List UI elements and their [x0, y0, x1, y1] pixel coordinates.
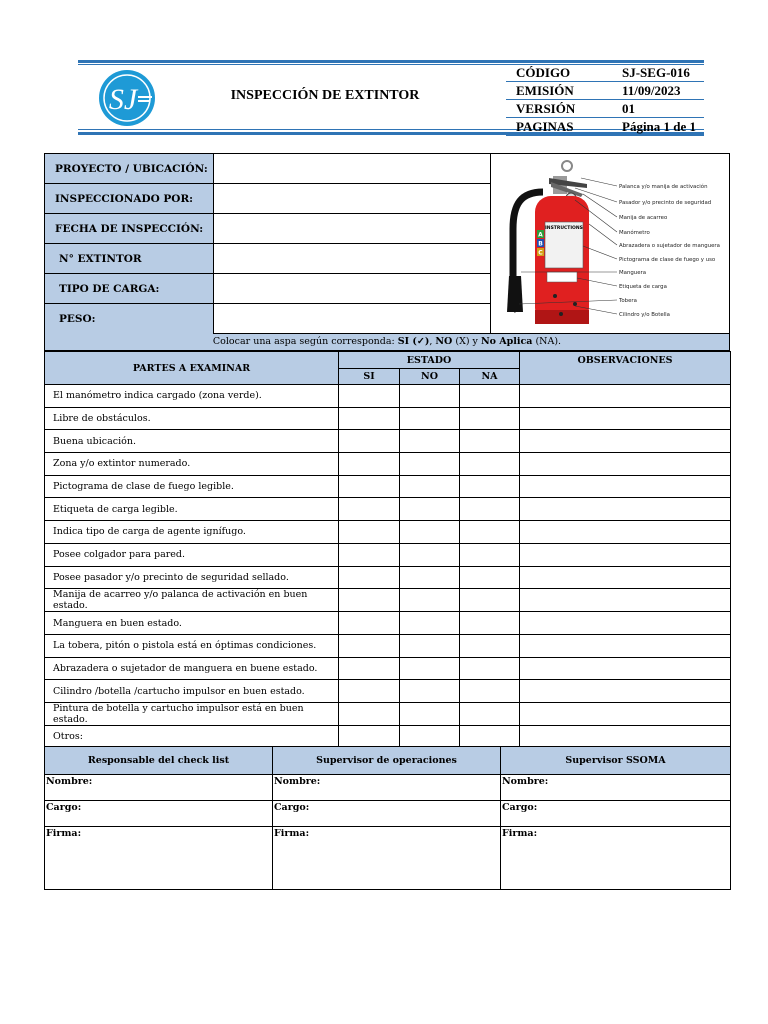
meta-row-codigo	[506, 64, 704, 82]
na-cell[interactable]	[460, 566, 520, 589]
sig-nombre-field[interactable]: Nombre:	[501, 775, 731, 801]
si-cell[interactable]	[339, 657, 400, 680]
no-cell[interactable]	[400, 634, 460, 657]
col-header-estado: ESTADO	[339, 352, 520, 369]
si-cell[interactable]	[339, 453, 400, 476]
instruction-na: No Aplica	[480, 336, 533, 347]
no-cell[interactable]	[400, 657, 460, 680]
checklist-row	[45, 657, 731, 680]
sig-cargo-field[interactable]: Cargo:	[273, 801, 501, 827]
observation-cell[interactable]	[520, 589, 731, 612]
checklist-item-label: Manija de acarreo y/o palanca de activación en buen estado.	[45, 589, 339, 612]
meta-key: CÓDIGO	[516, 64, 571, 80]
field-inspeccionado[interactable]	[214, 184, 491, 214]
observation-cell[interactable]	[520, 657, 731, 680]
checklist-item-label: Indica tipo de carga de agente ignífugo.	[45, 521, 339, 544]
no-cell[interactable]	[400, 589, 460, 612]
callout-label: Manguera	[619, 270, 647, 276]
checklist-row	[45, 702, 731, 725]
document-meta-block	[506, 64, 704, 136]
instruction-si: SI (✓)	[397, 336, 430, 347]
na-cell[interactable]	[460, 521, 520, 544]
inspection-checklist-table	[44, 351, 731, 749]
si-cell[interactable]	[339, 407, 400, 430]
checklist-item-label: Manguera en buen estado.	[45, 612, 339, 635]
checklist-item-label: Pictograma de clase de fuego legible.	[45, 475, 339, 498]
checklist-row	[45, 566, 731, 589]
checklist-row	[45, 680, 731, 703]
na-cell[interactable]	[460, 702, 520, 725]
svg-text:B: B	[538, 240, 543, 248]
no-cell[interactable]	[400, 475, 460, 498]
field-tipo-carga[interactable]	[214, 274, 491, 304]
field-fecha[interactable]	[214, 214, 491, 244]
instruction-prefix: Colocar una aspa según corresponda:	[212, 336, 398, 347]
sig-header-responsable: Responsable del check list	[45, 747, 273, 775]
header-top-rule	[78, 60, 704, 63]
label-proyecto: PROYECTO / UBICACIÓN:	[45, 154, 214, 184]
na-cell[interactable]	[460, 657, 520, 680]
label-peso: PESO:	[45, 304, 214, 334]
observation-cell[interactable]	[520, 725, 731, 748]
meta-value: 01	[622, 100, 635, 116]
label-inspeccionado: INSPECCIONADO POR:	[45, 184, 214, 214]
no-cell[interactable]	[400, 543, 460, 566]
checklist-item-label: Posee pasador y/o precinto de seguridad sellado.	[45, 566, 339, 589]
meta-row-version	[506, 100, 704, 118]
checklist-item-label: El manómetro indica cargado (zona verde).	[45, 385, 339, 408]
na-cell[interactable]	[460, 725, 520, 748]
checklist-row	[45, 634, 731, 657]
instruction-no: NO	[435, 336, 453, 347]
meta-key: EMISIÓN	[516, 82, 574, 98]
si-cell[interactable]	[339, 498, 400, 521]
svg-text:SJ: SJ	[108, 83, 138, 116]
label-tipo-carga: TIPO DE CARGA:	[45, 274, 214, 304]
si-cell[interactable]	[339, 702, 400, 725]
sig-firma-field[interactable]: Firma:	[501, 827, 731, 890]
no-cell[interactable]	[400, 453, 460, 476]
na-cell[interactable]	[460, 475, 520, 498]
checklist-item-label: Otros:	[45, 725, 339, 748]
col-header-no: NO	[400, 369, 460, 385]
col-header-parts: PARTES A EXAMINAR	[45, 352, 339, 385]
si-cell[interactable]	[339, 725, 400, 748]
observation-cell[interactable]	[520, 634, 731, 657]
no-cell[interactable]	[400, 430, 460, 453]
instruction-line	[44, 334, 730, 351]
svg-text:A: A	[538, 231, 543, 239]
company-logo	[98, 69, 158, 127]
checklist-row	[45, 385, 731, 408]
no-cell[interactable]	[400, 498, 460, 521]
meta-value: SJ-SEG-016	[622, 64, 690, 80]
inspection-info-block	[44, 153, 730, 334]
checklist-row	[45, 543, 731, 566]
label-n-extintor: N° EXTINTOR	[45, 244, 214, 274]
si-cell[interactable]	[339, 543, 400, 566]
observation-cell[interactable]	[520, 385, 731, 408]
col-header-observaciones: OBSERVACIONES	[520, 352, 731, 385]
callout-label: Etiqueta de carga	[619, 284, 667, 290]
checklist-row	[45, 521, 731, 544]
observation-cell[interactable]	[520, 475, 731, 498]
meta-row-paginas	[506, 118, 704, 136]
na-cell[interactable]	[460, 498, 520, 521]
instruction-sep: ,	[429, 336, 436, 347]
document-title: INSPECCIÓN DE EXTINTOR	[230, 88, 420, 103]
na-cell[interactable]	[460, 385, 520, 408]
no-cell[interactable]	[400, 680, 460, 703]
sig-header-supervisor-operaciones: Supervisor de operaciones	[273, 747, 501, 775]
callout-label: Abrazadera o sujetador de manguera	[619, 243, 720, 249]
callout-label: Tobera	[619, 298, 637, 304]
sig-cargo-field[interactable]: Cargo:	[45, 801, 273, 827]
no-cell[interactable]	[400, 702, 460, 725]
signature-table	[44, 746, 731, 890]
nozzle-shape	[507, 276, 523, 312]
sig-nombre-field[interactable]: Nombre:	[45, 775, 273, 801]
si-cell[interactable]	[339, 612, 400, 635]
checklist-item-label: Cilindro /botella /cartucho impulsor en buen estado.	[45, 680, 339, 703]
callout-label: Palanca y/o manija de activación	[619, 184, 708, 190]
na-cell[interactable]	[460, 680, 520, 703]
callout-label: Manómetro	[619, 230, 650, 236]
na-cell[interactable]	[460, 612, 520, 635]
checklist-row	[45, 430, 731, 453]
meta-row-emision	[506, 82, 704, 100]
na-cell[interactable]	[460, 589, 520, 612]
checklist-item-label: La tobera, pitón o pistola está en óptimas condiciones.	[45, 634, 339, 657]
checklist-row	[45, 589, 731, 612]
svg-text:C: C	[538, 249, 543, 257]
checklist-item-label: Pintura de botella y cartucho impulsor está en buen estado.	[45, 702, 339, 725]
sig-firma-field[interactable]: Firma:	[273, 827, 501, 890]
no-cell[interactable]	[400, 407, 460, 430]
checklist-item-label: Etiqueta de carga legible.	[45, 498, 339, 521]
na-cell[interactable]	[460, 430, 520, 453]
na-cell[interactable]	[460, 543, 520, 566]
checklist-item-label: Buena ubicación.	[45, 430, 339, 453]
extinguisher-diagram	[491, 154, 730, 334]
callout-label: Pictograma de clase de fuego y uso	[619, 257, 716, 263]
meta-value: 11/09/2023	[622, 82, 681, 98]
observation-cell[interactable]	[520, 430, 731, 453]
si-cell[interactable]	[339, 680, 400, 703]
checklist-row	[45, 498, 731, 521]
checklist-row	[45, 453, 731, 476]
svg-text:INSTRUCTIONS: INSTRUCTIONS	[545, 226, 583, 231]
no-cell[interactable]	[400, 566, 460, 589]
checklist-row	[45, 407, 731, 430]
na-cell[interactable]	[460, 634, 520, 657]
meta-key: PAGINAS	[516, 118, 574, 134]
si-cell[interactable]	[339, 521, 400, 544]
observation-cell[interactable]	[520, 566, 731, 589]
callout-label: Cilindro y/o Botella	[619, 312, 670, 318]
na-cell[interactable]	[460, 407, 520, 430]
sig-firma-field[interactable]: Firma:	[45, 827, 273, 890]
label-fecha: FECHA DE INSPECCIÓN:	[45, 214, 214, 244]
observation-cell[interactable]	[520, 498, 731, 521]
field-n-extintor[interactable]	[214, 244, 491, 274]
checklist-row	[45, 725, 731, 748]
no-cell[interactable]	[400, 385, 460, 408]
observation-cell[interactable]	[520, 453, 731, 476]
instruction-na-suffix: (NA).	[532, 336, 562, 347]
observation-cell[interactable]	[520, 680, 731, 703]
col-header-na: NA	[460, 369, 520, 385]
si-cell[interactable]	[339, 589, 400, 612]
meta-value: Página 1 de 1	[622, 118, 697, 134]
sig-header-supervisor-ssoma: Supervisor SSOMA	[501, 747, 731, 775]
si-cell[interactable]	[339, 566, 400, 589]
checklist-item-label: Posee colgador para pared.	[45, 543, 339, 566]
checklist-row	[45, 475, 731, 498]
si-cell[interactable]	[339, 385, 400, 408]
observation-cell[interactable]	[520, 612, 731, 635]
observation-cell[interactable]	[520, 521, 731, 544]
callout-label: Pasador y/o precinto de seguridad	[619, 200, 712, 206]
callout-label: Manija de acarreo	[619, 215, 668, 221]
si-cell[interactable]	[339, 475, 400, 498]
observation-cell[interactable]	[520, 543, 731, 566]
checklist-row	[45, 612, 731, 635]
no-cell[interactable]	[400, 612, 460, 635]
field-proyecto[interactable]	[214, 154, 491, 184]
field-peso[interactable]	[214, 304, 491, 334]
checklist-item-label: Libre de obstáculos.	[45, 407, 339, 430]
si-cell[interactable]	[339, 430, 400, 453]
sig-cargo-field[interactable]: Cargo:	[501, 801, 731, 827]
na-cell[interactable]	[460, 453, 520, 476]
no-cell[interactable]	[400, 521, 460, 544]
checklist-item-label: Abrazadera o sujetador de manguera en buene estado.	[45, 657, 339, 680]
instruction-no-suffix: (X) y	[452, 336, 481, 347]
si-cell[interactable]	[339, 634, 400, 657]
no-cell[interactable]	[400, 725, 460, 748]
observation-cell[interactable]	[520, 407, 731, 430]
meta-key: VERSIÓN	[516, 100, 576, 116]
checklist-item-label: Zona y/o extintor numerado.	[45, 453, 339, 476]
col-header-si: SI	[339, 369, 400, 385]
sig-nombre-field[interactable]: Nombre:	[273, 775, 501, 801]
observation-cell[interactable]	[520, 702, 731, 725]
